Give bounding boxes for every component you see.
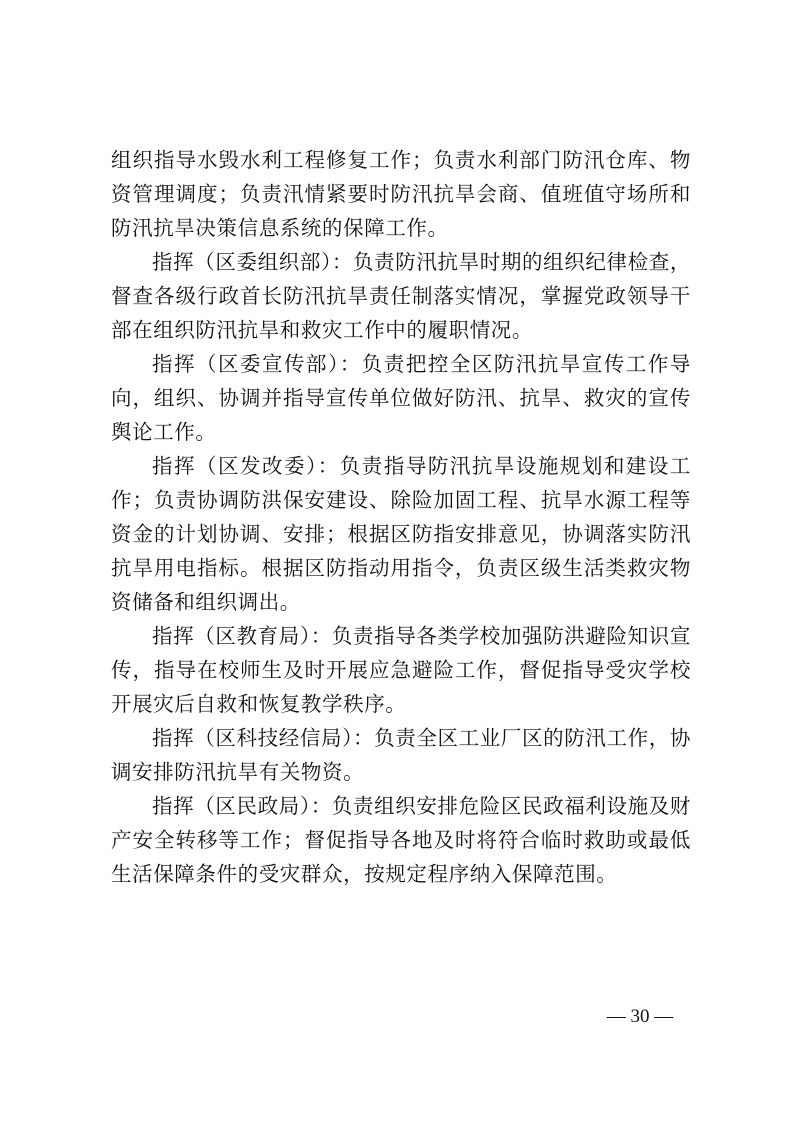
paragraph-organization-department: 指挥（区委组织部）：负责防汛抗旱时期的组织纪律检查，督查各级行政首长防汛抗旱责任制落实情况，掌握党政领导干部在组织防汛抗旱和救灾工作中的履职情况。 (111, 250, 691, 342)
paragraph-science-technology-bureau: 指挥（区科技经信局）：负责全区工业厂区的防汛工作，协调安排防汛抗旱有关物资。 (111, 726, 691, 784)
paragraph-civil-affairs-bureau: 指挥（区民政局）：负责组织安排危险区民政福利设施及财产安全转移等工作；督促指导各地及时将符合临时救助或最低生活保障条件的受灾群众，按规定程序纳入保障范围。 (111, 794, 691, 886)
paragraph-education-bureau: 指挥（区教育局）：负责指导各类学校加强防洪避险知识宣传，指导在校师生及时开展应急避险工作，督促指导受灾学校开展灾后自救和恢复教学秩序。 (111, 624, 691, 716)
page-number: — 30 — (606, 1006, 674, 1027)
paragraph-publicity-department: 指挥（区委宣传部）：负责把控全区防汛抗旱宣传工作导向，组织、协调并指导宣传单位做好防汛、抗旱、救灾的宣传舆论工作。 (111, 352, 691, 444)
document-body (111, 143, 691, 891)
paragraph-development-reform-commission: 指挥（区发改委）：负责指导防汛抗旱设施规划和建设工作；负责协调防洪保安建设、除险加固工程、抗旱水源工程等资金的计划协调、安排；根据区防指安排意见，协调落实防汛抗旱用电指标。根据区防指动用指令，负责区级生活类救灾物资储备和组织调出。 (111, 454, 691, 614)
paragraph-continuation: 组织指导水毁水利工程修复工作；负责水利部门防汛仓库、物资管理调度；负责汛情紧要时防汛抗旱会商、值班值守场所和防汛抗旱决策信息系统的保障工作。 (111, 148, 691, 240)
